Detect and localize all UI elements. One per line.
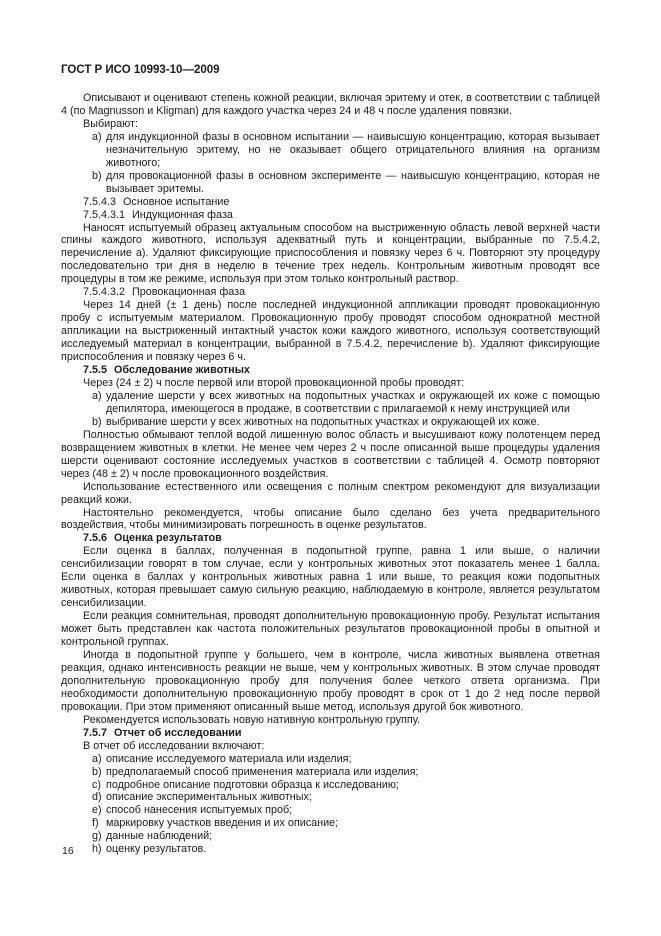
list-item-letter: d) [92,791,102,804]
paragraph: Через (24 ± 2) ч после первой или второй провокационной пробы проводят: [83,376,465,389]
list-item-letter: e) [92,804,102,817]
paragraph: Рекомендуется использовать новую нативную контрольную группу. [83,713,421,726]
paragraph: Описывают и оценивают степень кожной реакции, включая эритему и отек, в соответствии с таблицей 4 (по Magnusson и Kligman) для каждого участка через 24 и 48 ч после удаления повязки. [61,92,600,117]
list-item-text: способ нанесения испытуемых проб; [106,804,293,817]
section-title: Обследование животных [114,364,250,377]
list-item-text: удаление шерсти у всех животных на подопытных участках и окружающей их коже с помощью депилятора, имеющегося в продаже, в соответствии с прилагаемой к нему инструкцией или [106,389,600,415]
section-number: 7.5.6 [83,532,108,545]
section-heading [61,727,600,740]
list-item-text: описание исследуемого материала или изделия; [106,752,352,765]
section-heading [61,196,600,209]
list-item-letter: g) [92,830,102,843]
list-item-letter: b) [92,765,102,778]
list-item-letter: c) [92,778,101,791]
section-number: 7.5.4.3.2 [83,286,126,299]
list-item-letter: f) [92,817,99,830]
list-item-text: подробное описание подготовки образца к исследованию; [106,778,399,791]
list-item-text: для провокационной фазы в основном эксперименте — наивысшую концентрацию, которая не вызывает эритемы. [106,169,600,195]
list-item-text: данные наблюдений; [106,830,213,843]
paragraph: Настоятельно рекомендуется, чтобы описание было сделано без учета предварительного воздействия, чтобы минимизировать погрешность в оценке результатов. [61,506,600,532]
list-item [92,753,600,766]
paragraph: Полностью обмывают теплой водой лишенную волос область и высушивают кожу полотенцем перед возвращением животных в клетки. Не менее чем через 2 ч после описанной выше процедуры удаления шерсти оценивают состояние исследуемых участков в соответствии с таблицей 4. Осмотр повторяют через (48 ± 2) ч после провокационного воздействия. [61,428,600,480]
list-item [92,817,600,830]
paragraph: В отчет об исследовании включают: [83,739,265,752]
section-title: Оценка результатов [114,532,222,545]
section-title: Провокационная фаза [132,286,246,299]
section-number: 7.5.7 [83,726,108,739]
paragraph: Если реакция сомнительная, проводят дополнительную провокационную пробу. Результат испытания может быть представлен как частота положительных результатов провокационной пробы в опытной и контрольной группах. [61,610,600,649]
list-item-text: оценку результатов. [106,843,207,856]
section-number: 7.5.4.3 [83,195,117,208]
paragraph: Использование естественного или освещения с полным спектром рекомендуют для визуализации реакций кожи. [61,480,600,506]
list-item-letter: a) [92,389,102,402]
list-item-text: маркировку участков введения и их описание; [106,817,339,830]
list-item-letter: a) [92,752,102,765]
list-item-letter: b) [92,415,102,428]
list-item-text: выбривание шерсти у всех животных на подопытных участках и окружающей их коже. [106,415,540,428]
list-item [92,766,600,779]
list-item [92,779,600,792]
section-title: Основное испытание [123,195,230,208]
section-heading [61,286,600,299]
list-item [92,131,600,170]
paragraph: Если оценка в баллах, полученная в подопытной группе, равна 1 или выше, о наличии сенсибилизации говорят в том случае, если у контрольных животных этот показатель менее 1 балла. Если оценка в баллах у контрольных животных равна 1 или выше, то реакция кожи подопытных животных, которая превышает самую сильную реакцию, наблюдаемую в контроле, является результатом сенсибилизации. [61,545,600,610]
list-item [92,843,600,856]
section-heading [61,532,600,545]
list-item [92,791,600,804]
list-item [92,390,600,416]
list-item [92,804,600,817]
list-item-text: предполагаемый способ применения материала или изделия; [106,765,419,778]
section-number: 7.5.4.3.1 [83,208,126,221]
list-item [92,170,600,196]
document-body [61,92,600,856]
section-title: Отчет об исследовании [114,726,242,739]
paragraph: Наносят испытуемый образец актуальным способом на выстриженную область левой верхней части спины каждого животного, используя адекватный путь и концентрации, выбранные по 7.5.4.2, перечисление a). Удаляют фиксирующие приспособления и повязку через 6 ч. Повторяют эту процедуру последовательно три дня в неделю в течение трех недель. Контрольным животным проводят все процедуры в том же режиме, используя при этом только контрольный раствор. [61,221,600,286]
paragraph: Через 14 дней (± 1 день) после последней индукционной аппликации проводят провокационную пробу с испытуемым материалом. Провокационную пробу проводят способом однократной местной аппликации на выстриженный интактный участок кожи каждого животного, используя соответствующий исследуемый материал в концентрации, выбранной в 7.5.4.2, перечисление b). Удаляют фиксирующие приспособления и повязку через 6 ч. [61,299,600,364]
paragraph: Выбирают: [83,117,138,130]
list-item-text: описание экспериментальных животных; [106,791,312,804]
section-heading [61,364,600,377]
paragraph: Иногда в подопытной группе у большего, чем в контроле, числа животных выявлена ответная реакция, однако интенсивность реакции не выше, чем у контрольных животных. В этом случае проводят дополнительную провокационную пробу для получения более четкого ответа организма. При необходимости дополнительную провокационную пробу проводят в срок от 1 до 2 нед после первой провокации. При этом применяют описанный выше метод, используя другой бок животного. [61,648,600,713]
section-number: 7.5.5 [83,364,108,377]
list-item-letter: b) [92,169,102,182]
list-item [92,830,600,843]
list-item-letter: a) [92,130,102,143]
page-number: 16 [62,845,74,857]
list-item-text: для индукционной фазы в основном испытании — наивысшую концентрацию, которая вызывает незначительную эритему, но не оказывает общего отрицательного влияния на организм животного; [106,130,600,169]
section-title: Индукционная фаза [132,208,233,221]
list-item-letter: h) [92,843,102,856]
section-heading [61,209,600,222]
document-header: ГОСТ Р ИСО 10993-10—2009 [61,64,220,76]
list-item [92,416,600,429]
